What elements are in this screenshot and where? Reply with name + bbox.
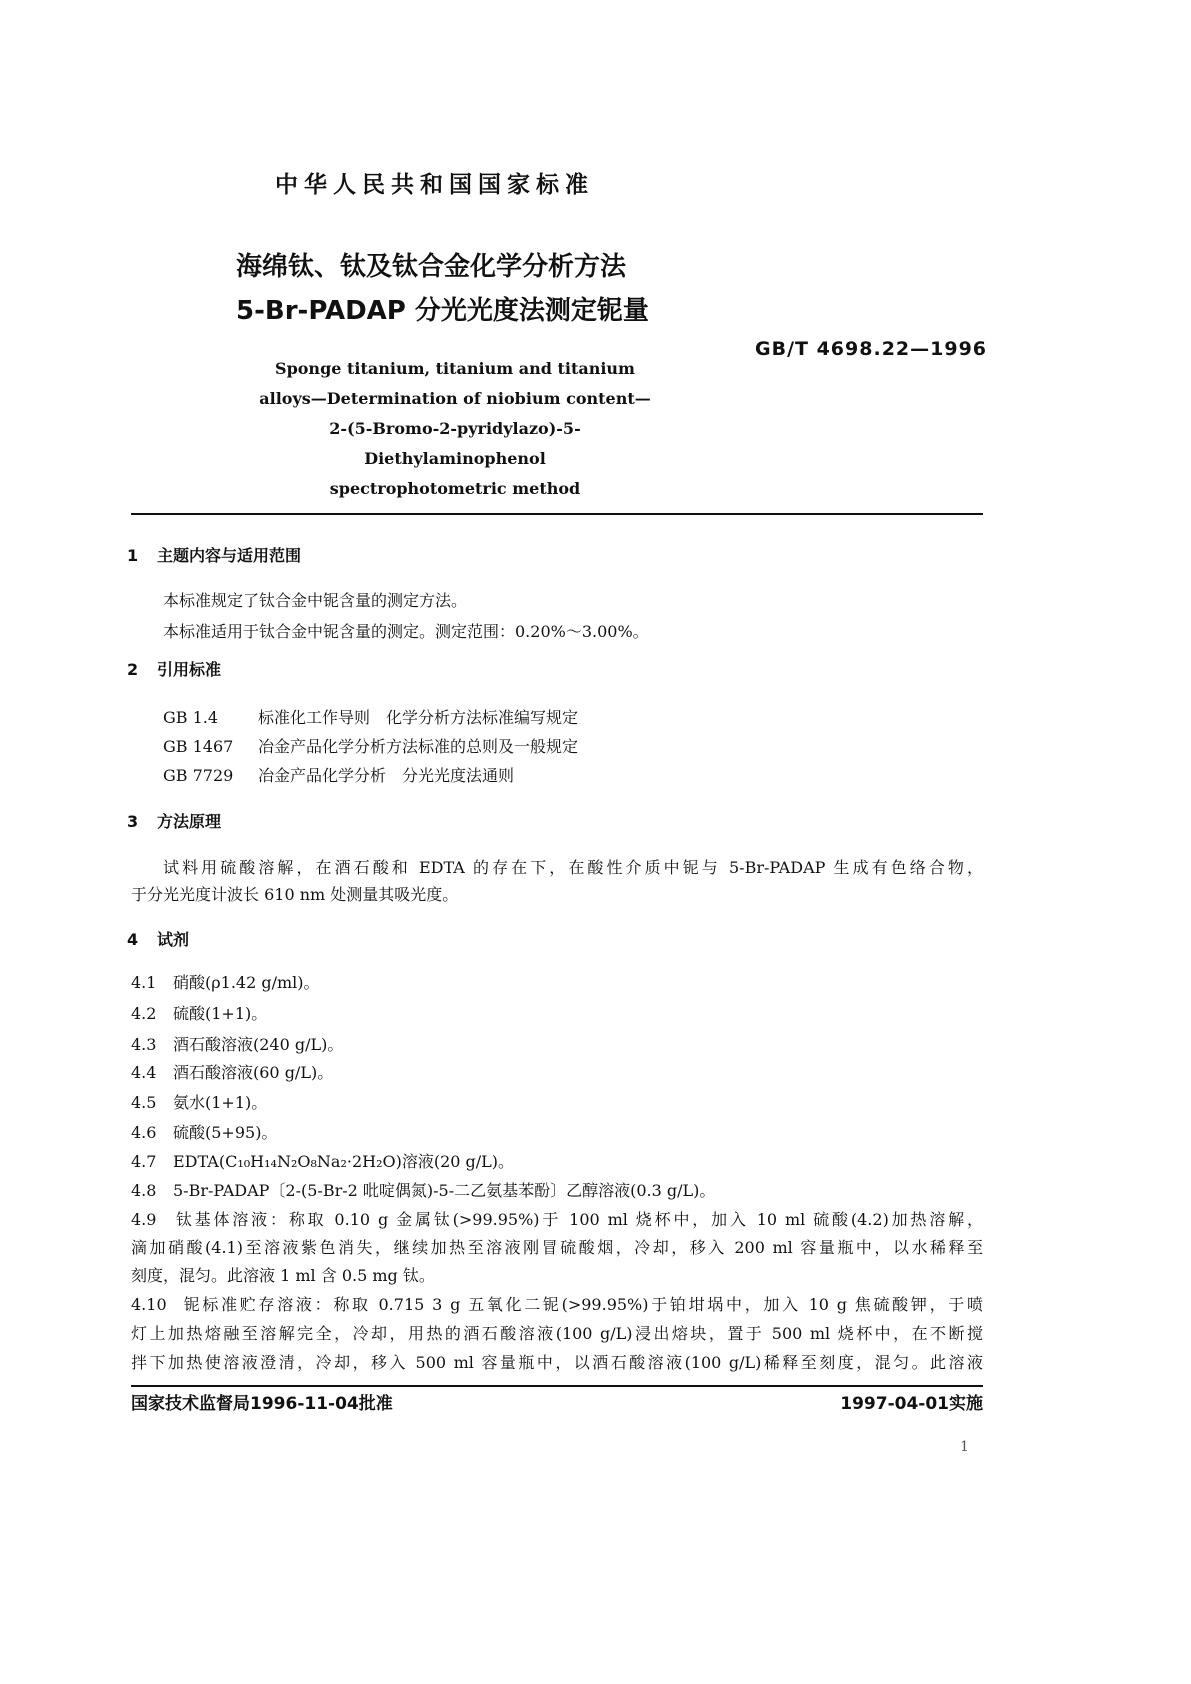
item-continuation: 滴加硝酸(4.1)至溶液紫色消失，继续加热至溶液刚冒硫酸烟，冷却，移入 200 ml 容量瓶中，以水稀释至 xyxy=(131,1238,983,1257)
header-divider xyxy=(131,513,983,515)
item-continuation: 刻度，混匀。此溶液 1 ml 含 0.5 mg 钛。 xyxy=(131,1266,435,1285)
national-standard-heading: 中华人民共和国国家标准 xyxy=(275,172,594,198)
section-title: 引用标准 xyxy=(157,660,222,679)
page-number: 1 xyxy=(960,1439,969,1455)
section-number: 2 xyxy=(127,660,139,679)
item-text: 硝酸(ρ1.42 g/ml)。 xyxy=(173,973,320,992)
item-text: 硫酸(1+1)。 xyxy=(173,1004,268,1023)
title-en-line: 2-(5-Bromo-2-pyridylazo)-5-Diethylaminophenol xyxy=(329,419,581,468)
section-4-heading xyxy=(127,932,189,948)
item-number: 4.7 xyxy=(131,1152,157,1171)
reagent-item xyxy=(131,1037,343,1053)
section-3-heading xyxy=(127,814,221,830)
item-number: 4.10 xyxy=(131,1295,167,1314)
section-number: 1 xyxy=(127,546,139,565)
item-text: 酒石酸溶液(240 g/L)。 xyxy=(173,1035,344,1054)
reagent-item xyxy=(131,975,320,991)
title-en-line: Sponge titanium, titanium and titanium xyxy=(275,359,635,378)
reference-item xyxy=(163,739,578,755)
standard-number: GB/T 4698.22—1996 xyxy=(755,338,988,360)
effective-date: 1997-04-01实施 xyxy=(840,1394,983,1414)
section-title: 试剂 xyxy=(157,930,190,949)
item-text: 5-Br-PADAP〔2-(5-Br-2 吡啶偶氮)-5-二乙氨基苯酚〕乙醇溶液(0.3 g/L)。 xyxy=(173,1181,716,1200)
item-continuation: 拌下加热使溶液澄清，冷却，移入 500 ml 容量瓶中，以酒石酸溶液(100 g/L)稀释至刻度，混匀。此溶液 xyxy=(131,1353,983,1372)
reference-code: GB 1.4 xyxy=(163,708,219,727)
title-en xyxy=(240,354,670,504)
body-line: 于分光光度计波长 610 nm 处测量其吸光度。 xyxy=(131,885,459,904)
reference-code: GB 7729 xyxy=(163,766,234,785)
reference-item xyxy=(163,768,514,784)
section-number: 3 xyxy=(127,812,139,831)
item-number: 4.6 xyxy=(131,1123,157,1142)
reference-title: 冶金产品化学分析方法标准的总则及一般规定 xyxy=(258,737,579,756)
reagent-item xyxy=(131,1154,514,1170)
body-line: 本标准适用于钛合金中铌含量的测定。测定范围：0.20%～3.00%。 xyxy=(163,622,649,641)
section-1-heading xyxy=(127,548,301,564)
item-number: 4.2 xyxy=(131,1004,157,1023)
item-continuation: 灯上加热熔融至溶解完全，冷却，用热的酒石酸溶液(100 g/L)浸出熔块，置于 500 ml 烧杯中，在不断搅 xyxy=(131,1324,983,1343)
footer-divider xyxy=(131,1385,983,1387)
body-line: 试料用硫酸溶解，在酒石酸和 EDTA 的存在下，在酸性介质中铌与 5-Br-PADAP 生成有色络合物， xyxy=(163,858,983,877)
section-2-heading xyxy=(127,662,221,678)
item-number: 4.4 xyxy=(131,1063,157,1082)
item-number: 4.8 xyxy=(131,1181,157,1200)
item-text: 氨水(1+1)。 xyxy=(173,1093,268,1112)
reference-item xyxy=(163,710,578,726)
body-line: 本标准规定了钛合金中铌含量的测定方法。 xyxy=(163,591,468,610)
item-text: EDTA(C₁₀H₁₄N₂O₈Na₂·2H₂O)溶液(20 g/L)。 xyxy=(173,1152,515,1171)
reagent-item xyxy=(131,1183,715,1199)
item-text: 酒石酸溶液(60 g/L)。 xyxy=(173,1063,334,1082)
title-en-line: alloys—Determination of niobium content— xyxy=(259,389,651,408)
item-number: 4.9 xyxy=(131,1210,157,1229)
item-number: 4.3 xyxy=(131,1035,157,1054)
reagent-item xyxy=(131,1095,267,1111)
reagent-item xyxy=(131,1065,333,1081)
reagent-item xyxy=(131,1212,983,1228)
section-number: 4 xyxy=(127,930,139,949)
reference-code: GB 1467 xyxy=(163,737,234,756)
item-text: 硫酸(5+95)。 xyxy=(173,1123,278,1142)
reagent-item xyxy=(131,1125,277,1141)
title-en-line: spectrophotometric method xyxy=(329,479,581,498)
title-cn-line2: 5-Br-PADAP 分光光度法测定铌量 xyxy=(236,296,649,326)
item-text: 钛基体溶液：称取 0.10 g 金属钛(>99.95%)于 100 ml 烧杯中，加入 10 ml 硫酸(4.2)加热溶解， xyxy=(173,1210,983,1229)
reagent-item xyxy=(131,1006,267,1022)
reference-title: 冶金产品化学分析 分光光度法通则 xyxy=(258,766,515,785)
approval-date: 国家技术监督局1996-11-04批准 xyxy=(131,1394,393,1414)
section-title: 主题内容与适用范围 xyxy=(157,546,302,565)
item-number: 4.1 xyxy=(131,973,157,992)
title-cn-line1: 海绵钛、钛及钛合金化学分析方法 xyxy=(236,252,627,282)
reagent-item xyxy=(131,1297,983,1313)
item-text: 铌标准贮存溶液：称取 0.715 3 g 五氧化二铌(>99.95%)于铂坩埚中，加入 10 g 焦硫酸钾，于喷 xyxy=(181,1295,983,1314)
section-title: 方法原理 xyxy=(157,812,222,831)
reference-title: 标准化工作导则 化学分析方法标准编写规定 xyxy=(258,708,579,727)
item-number: 4.5 xyxy=(131,1093,157,1112)
